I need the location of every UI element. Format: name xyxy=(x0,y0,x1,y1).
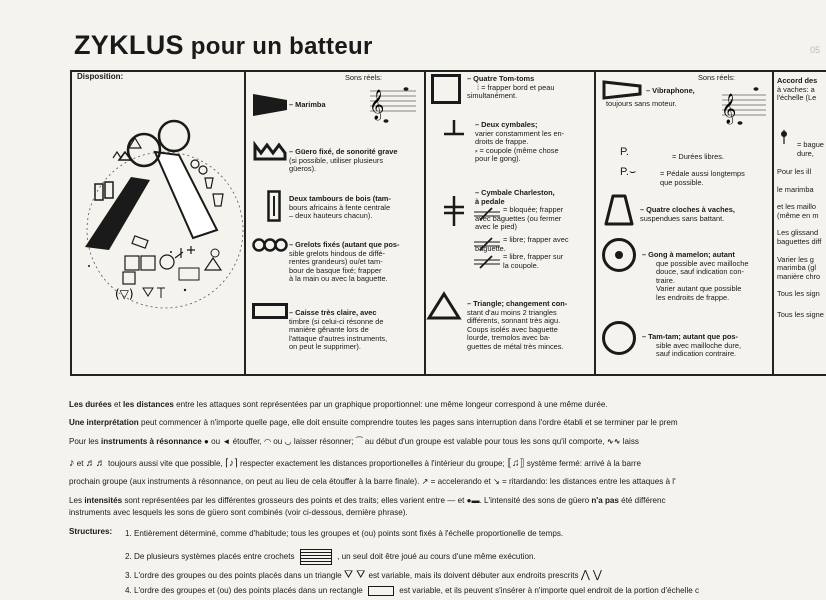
col5-text-3 xyxy=(777,168,824,320)
gong-icon xyxy=(601,237,637,273)
structure-3-b: est variable, mais ils doivent débuter aux endroits prescrits xyxy=(368,571,579,580)
gong-text xyxy=(642,251,748,303)
slur-icon: ⁀ xyxy=(355,437,363,446)
structures-label: Structures: xyxy=(69,527,113,536)
grelots-icon xyxy=(252,238,288,252)
title-main: ZYKLUS xyxy=(74,30,184,60)
charleston-line-3: = bloquée; frapper xyxy=(503,205,564,215)
durees-mark-icon: P. xyxy=(620,146,629,158)
paragraph-durees xyxy=(69,400,608,410)
triangle-line-4: Coups isolés avec baguette xyxy=(467,324,558,334)
grelots-line-5: à la main ou avec la baguette. xyxy=(289,274,388,284)
p6-text-1: sont représentées par les différentes grosseurs des points et des traits; elles varient entre xyxy=(122,496,448,505)
caisse-line-3: manière gênante lors de xyxy=(289,325,369,335)
paragraph-resonnance xyxy=(69,437,639,447)
p4-text-2: toujours aussi vite que possible, xyxy=(105,459,225,468)
col5-line-13: marimba (gl xyxy=(777,263,817,273)
guero-icon xyxy=(253,143,289,161)
gong-line-5: Varier autant que possible xyxy=(656,284,742,294)
marimba-label: – Marimba xyxy=(289,100,326,109)
structure-1: 1. Entièrement déterminé, comme d'habitude; tous les groupes et (ou) points sont fixés à l'échelle proportionelle de temps. xyxy=(125,529,564,538)
triangle-line-3: différents, sonnant très aigu. xyxy=(467,316,561,326)
p6-bold-1: intensités xyxy=(84,496,123,505)
p6-text-4: été différenc xyxy=(618,496,666,505)
bague-mark-icon xyxy=(780,130,790,148)
p4-text-3: respecter exactement les distances proportionelles à l'intérieur du groupe; xyxy=(237,459,508,468)
col5-line-3: l'échelle (Le xyxy=(777,93,817,103)
tamtam-icon xyxy=(601,320,637,356)
p3-text-1: ● ou ◄ étouffer, xyxy=(201,437,264,446)
sons-reels-label-1: Sons réels: xyxy=(345,73,382,82)
coupole-mark-icon: ⸗ xyxy=(475,145,480,155)
caisse-line-1: – Caisse très claire, avec xyxy=(289,308,377,317)
tie-up-icon: ◠ xyxy=(263,437,272,446)
col5-line-9: (même en m xyxy=(777,210,819,220)
grelots-line-2: sible grelots hindous de diffé- xyxy=(289,248,386,258)
col5-line-11: baguettes diff xyxy=(777,236,822,246)
tambours-line-2: bours africains à fente centrale xyxy=(289,202,391,212)
cloches-icon xyxy=(604,194,634,226)
triangle-text xyxy=(467,300,567,352)
tomtoms-line-1: – Quatre Tom-toms xyxy=(467,74,535,83)
charleston-line-2: à pedale xyxy=(475,196,505,206)
vibraphone-icon xyxy=(602,80,642,100)
p1-bold-1: Les durées xyxy=(69,400,112,409)
p3-text-3: laisser résonner; xyxy=(291,437,356,446)
charleston-icon xyxy=(444,196,464,226)
sons-reels-label-2: Sons réels: xyxy=(698,73,735,82)
charleston-marks xyxy=(474,208,502,268)
caisse-text xyxy=(289,309,387,352)
charleston-line-4: avec baguettes (ou fermer xyxy=(475,213,562,223)
svg-text:(▽): (▽) xyxy=(115,287,134,301)
col5-line-6: Pour les ill xyxy=(777,167,812,176)
group-bracket-icon: ⌈♪⌉ xyxy=(224,458,238,469)
col5-line-14: manière chro xyxy=(777,271,821,281)
p1-text-2: entre les attaques sont représentées par un graphique proportionnel: une même longeur correspond à une même durée. xyxy=(173,400,608,409)
col5-line-4: = bague xyxy=(797,140,824,149)
tomtoms-line-3: simultanément. xyxy=(467,91,518,101)
p2-text-1: peut commencer à n'importe quelle page, elle doit ensuite comprendre toutes les pages sans interruption dans l'ordre établi et se terminer par le prem xyxy=(138,418,678,427)
p3-text-0: Pour les xyxy=(69,437,101,446)
grace-note-icon: ♪ xyxy=(69,457,75,469)
tomtom-mark-icon: ⁞ xyxy=(477,82,482,92)
col5-line-1: Accord des xyxy=(777,76,818,85)
col5-line-12: Varier les g xyxy=(777,254,814,264)
gong-line-4: traire. xyxy=(656,275,675,285)
paragraph-prochain xyxy=(69,477,676,487)
gong-line-3: douce, sauf indication con- xyxy=(656,267,744,277)
tambours-text xyxy=(289,195,391,221)
svg-text:𝄞: 𝄞 xyxy=(721,94,737,124)
charleston-line-7: baguette. xyxy=(475,243,506,253)
charleston-line-9: la coupole. xyxy=(503,260,539,270)
structure-4 xyxy=(125,586,699,596)
cloches-line-2: suspendues sans battant. xyxy=(640,213,725,223)
tamtam-line-3: sauf indication contraire. xyxy=(656,349,737,359)
cymbales-text xyxy=(475,121,564,164)
paragraph-vite xyxy=(69,458,641,469)
grelots-line-3: rentes grandeurs) ou/et tam- xyxy=(289,257,383,267)
cymbales-line-1: – Deux cymbales; xyxy=(475,120,538,129)
p5-text-1: prochain groupe (aux instruments à résonnance, on peut au lieu de cela étouffer à la barre finale). xyxy=(69,477,420,486)
grelots-line-1: – Grelots fixés (autant que pos- xyxy=(289,240,400,249)
cymbales-line-4: = coupole (même chose xyxy=(479,145,559,155)
column-divider-3 xyxy=(594,70,596,375)
table-top-rule xyxy=(70,70,826,72)
structure-2 xyxy=(125,549,536,565)
tie-down-icon: ◡ xyxy=(284,437,292,446)
structure-2-a: 2. De plusieurs systèmes placés entre crochets xyxy=(125,552,295,562)
gong-line-6: les endroits de frappe. xyxy=(656,292,730,302)
caisse-line-4: l'attaque d'autres instruments, xyxy=(289,333,388,343)
disposition-diagram xyxy=(75,110,245,310)
p3-bold-1: instruments à résonnance xyxy=(100,437,202,446)
cymbales-line-3: droits de frappe. xyxy=(475,137,529,147)
vibraphone-staff xyxy=(722,83,768,127)
paragraph-interpretation xyxy=(69,418,678,428)
gong-line-2: que possible avec mailloche xyxy=(656,258,749,268)
thin-stroke-icon: — xyxy=(447,496,456,505)
col5-text xyxy=(777,77,817,103)
p1-text-1: et xyxy=(111,400,123,409)
accelerando-arrow-icon: ↗ xyxy=(419,477,429,486)
grelots-line-4: bour de basque fixé; frapper xyxy=(289,265,382,275)
col5-line-10: Les glissand xyxy=(777,228,819,238)
triangle-line-2: stant d'au moins 2 triangles xyxy=(467,307,557,317)
structure-3-a: 3. L'ordre des groupes ou des points placés dans un triangle xyxy=(125,571,342,580)
tambours-line-1: Deux tambours de bois (tam- xyxy=(289,194,391,203)
p4-text-1: et xyxy=(74,459,86,468)
triangle-icon xyxy=(427,292,461,320)
structures-label-text: Structures xyxy=(69,527,110,536)
p1-bold-2: les distances xyxy=(123,400,174,409)
p3-text-5: laiss xyxy=(620,437,639,446)
marimba-icon xyxy=(253,94,293,116)
caisse-line-2: timbre (si celui-ci résonne de xyxy=(289,316,384,326)
p7-text-1: instruments avec lesquels les sons de güero sont combinés (voir ci-dessous, dernière phrase). xyxy=(69,508,408,517)
pedale-mark-icon: P.⌣ xyxy=(620,166,637,178)
page-edge-mark: 05 xyxy=(810,45,821,55)
table-bottom-rule xyxy=(70,374,826,376)
p3-text-2: ou xyxy=(271,437,285,446)
brackets-icon xyxy=(300,549,332,565)
title-rest: pour un batteur xyxy=(183,33,373,60)
durees-text: = Durées libres. xyxy=(672,152,724,161)
p2-bold-1: Une interprétation xyxy=(69,418,139,427)
structure-2-b: , un seul doit être joué au cours d'une même exécution. xyxy=(337,552,536,562)
grelots-text xyxy=(289,241,399,284)
tambours-line-3: – deux hauteurs chacun). xyxy=(289,211,373,221)
p3-text-4: au début d'un groupe est valable pour tous les sons qu'il comporte, xyxy=(362,437,607,446)
closed-system-icon: ⟦♫⟧ xyxy=(507,458,525,469)
thick-dots-icon: ●▬ xyxy=(466,496,480,505)
tamtam-line-2: sible avec mailloche dure, xyxy=(656,340,742,350)
col5-line-7: le marimba xyxy=(777,184,814,194)
triangle-line-6: guettes de métal très minces. xyxy=(467,341,564,351)
p6-bold-2: n'a pas xyxy=(591,496,619,505)
tomtom-icon xyxy=(431,74,461,104)
tambours-icon xyxy=(267,190,281,222)
structure-4-a: 4. L'ordre des groupes et (ou) des points placés dans un rectangle xyxy=(125,586,363,596)
tamtam-line-1: – Tam-tam; autant que pos- xyxy=(642,332,738,341)
caisse-line-5: on peut le supprimer). xyxy=(289,342,361,352)
guero-line-3: güeros). xyxy=(289,164,317,174)
charleston-line-6: = libre; frapper avec xyxy=(503,234,569,244)
p4-text-4: système fermé: arrivé à la barre xyxy=(524,459,641,468)
triangle-line-1: – Triangle; changement con- xyxy=(467,299,568,308)
p6-text-3: . L'intensité des sons de güero xyxy=(479,496,592,505)
col5-line-16: Tous les signe xyxy=(777,309,824,319)
caisse-icon xyxy=(252,303,288,319)
guero-line-2: (si possible, utiliser plusieurs xyxy=(289,155,384,165)
structure-4-b: est variable, et ils peuvent s'insérer à n'importe quel endroit de la portion d'échelle c xyxy=(399,586,700,596)
triangle-line-5: lourde, tremolos avec ba- xyxy=(467,333,551,343)
table-left-rule xyxy=(70,70,72,375)
charleston-line-8: = libre, frapper sur xyxy=(503,252,564,262)
svg-text:𝄞: 𝄞 xyxy=(369,90,385,120)
tomtoms-line-2: = frapper bord et peau xyxy=(481,82,555,92)
p6-text-2: et xyxy=(455,496,467,505)
col5-line-15: Tous les sign xyxy=(777,289,820,299)
cymbales-icon xyxy=(444,120,464,136)
p6-text-0: Les xyxy=(69,496,85,505)
tomtoms-text xyxy=(467,75,554,101)
col5-line-5: dure, xyxy=(797,148,814,158)
triangle-order-icon: ⛛ ⛛ xyxy=(343,569,369,581)
pedale-line-2: que possible. xyxy=(660,177,704,187)
charleston-line-1: – Cymbale Charleston, xyxy=(475,188,555,197)
paragraph-intensites xyxy=(69,496,666,506)
col5-text-2 xyxy=(797,141,824,158)
guero-text xyxy=(289,148,397,174)
vibraphone-note: toujours sans moteur. xyxy=(606,99,677,108)
gong-line-1: – Gong à mamelon; autant xyxy=(642,250,735,259)
p5-text-3: = ritardando: les distances entre les attaques à l' xyxy=(499,477,676,486)
marimba-staff xyxy=(370,85,420,125)
col5-line-8: et les maillo xyxy=(777,202,817,212)
tamtam-text xyxy=(642,333,741,359)
page-title xyxy=(74,30,373,61)
structure-3 xyxy=(125,570,602,581)
pedale-text xyxy=(660,170,745,187)
column-divider-4 xyxy=(772,70,774,375)
guero-line-1: – Güero fixé, de sonorité grave xyxy=(289,147,398,156)
p5-text-2: = accelerando et xyxy=(428,477,493,486)
ritardando-arrow-icon: ↘ xyxy=(492,477,500,486)
paragraph-instruments xyxy=(69,508,408,518)
cloches-text xyxy=(640,206,735,223)
beamed-notes-icon: ♬♬ xyxy=(85,458,106,469)
charleston-line-5: avec le pied) xyxy=(475,222,517,232)
wave-icon: ∿∿ xyxy=(606,437,621,446)
col5-line-2: à vaches: a xyxy=(777,84,815,94)
start-marks-icon: ⋀ ⋁ xyxy=(580,569,602,581)
vibraphone-line-1: – Vibraphone, xyxy=(646,86,695,95)
pedale-line-1: = Pédale aussi longtemps xyxy=(660,169,745,178)
cymbales-line-2: varier constamment les en- xyxy=(475,128,565,138)
vibraphone-text xyxy=(646,87,695,96)
column-divider-2 xyxy=(424,70,426,375)
disposition-label: Disposition: xyxy=(77,72,124,81)
cloches-line-1: – Quatre cloches à vaches, xyxy=(640,205,735,214)
cymbales-line-5: pour le gong). xyxy=(475,154,521,164)
rectangle-icon xyxy=(368,586,394,596)
